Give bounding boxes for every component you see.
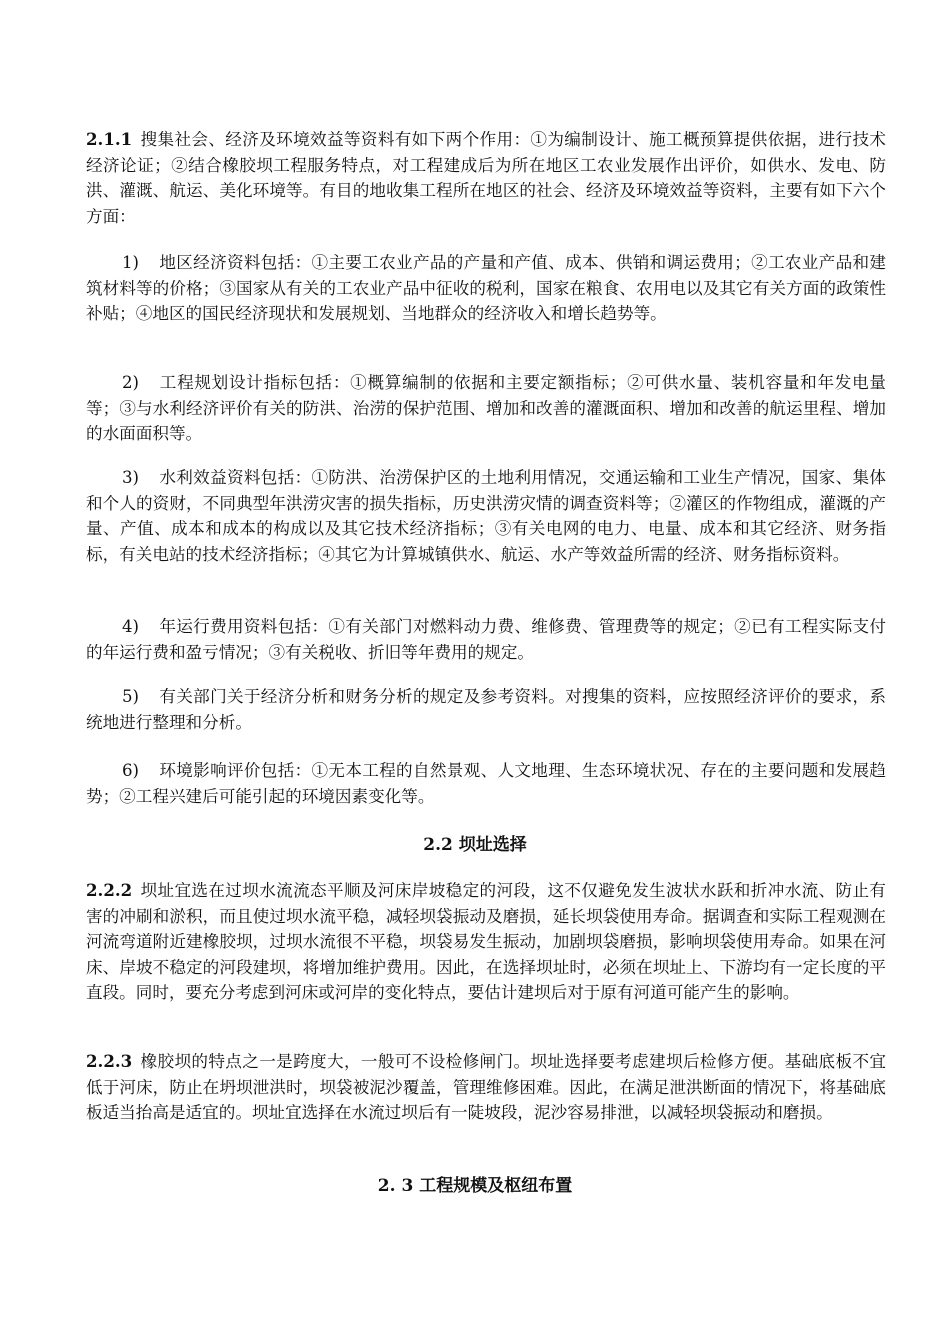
item-label: 3) — [122, 468, 140, 487]
item-text: 水利效益资料包括：①防洪、治涝保护区的土地利用情况，交通运输和工业生产情况，国家、集体和个人的资财，不同典型年洪涝灾害的损失指标，历史洪涝灾情的调查资料等；②灌区的作物组成，灌溉的产量、产值、成本和成本的构成以及其它技术经济指标；③有关电网的电力、电量、成本和其它经济、财务指标，有关电站的技术经济指标；④其它为计算城镇供水、航运、水产等效益所需的经济、财务指标资料。 — [86, 468, 886, 564]
section-heading-2-2: 2.2 坝址选择 — [423, 835, 527, 855]
item-label: 5) — [122, 687, 140, 706]
list-item-4 — [86, 614, 886, 665]
clause-number: 2.2.3 — [86, 1051, 133, 1071]
item-label: 6) — [122, 761, 140, 780]
clause-number: 2.1.1 — [86, 129, 133, 149]
paragraph-text: 坝址宜选在过坝水流流态平顺及河床岸坡稳定的河段，这不仅避免发生波状水跃和折冲水流、防止有害的冲刷和淤积，而且使过坝水流平稳，减轻坝袋振动及磨损，延长坝袋使用寿命。据调查和实际工程观测在河流弯道附近建橡胶坝，过坝水流很不平稳，坝袋易发生振动，加剧坝袋磨损，影响坝袋使用寿命。如果在河床、岸坡不稳定的河段建坝，将增加维护费用。因此，在选择坝址时，必须在坝址上、下游均有一定长度的平直段。同时，要充分考虑到河床或河岸的变化特点，要估计建坝后对于原有河道可能产生的影响。 — [86, 881, 886, 1002]
list-item-6 — [86, 758, 886, 809]
list-item-5 — [86, 684, 886, 735]
item-text: 有关部门关于经济分析和财务分析的规定及参考资料。对搜集的资料，应按照经济评价的要求，系统地进行整理和分析。 — [86, 687, 886, 732]
item-label: 2) — [122, 373, 140, 392]
list-item-1 — [86, 250, 886, 327]
item-text: 环境影响评价包括：①无本工程的自然景观、人文地理、生态环境状况、存在的主要问题和发展趋势；②工程兴建后可能引起的环境因素变化等。 — [86, 761, 886, 806]
section-heading-2-3: 2. 3 工程规模及枢纽布置 — [377, 1176, 573, 1196]
paragraph-2-1-1 — [86, 127, 886, 229]
paragraph-text: 搜集社会、经济及环境效益等资料有如下两个作用：①为编制设计、施工概预算提供依据，进行技术经济论证；②结合橡胶坝工程服务特点，对工程建成后为所在地区工农业发展作出评价，如供水、发电、防洪、灌溉、航运、美化环境等。有目的地收集工程所在地区的社会、经济及环境效益等资料，主要有如下六个方面： — [86, 130, 886, 226]
item-text: 工程规划设计指标包括：①概算编制的依据和主要定额指标；②可供水量、装机容量和年发电量等；③与水利经济评价有关的防洪、治涝的保护范围、增加和改善的灌溉面积、增加和改善的航运里程、增加的水面面积等。 — [86, 373, 886, 443]
list-item-2 — [86, 370, 886, 447]
paragraph-2-2-3 — [86, 1049, 886, 1126]
paragraph-2-2-2 — [86, 878, 886, 1006]
list-item-3 — [86, 465, 886, 567]
paragraph-text: 橡胶坝的特点之一是跨度大，一般可不设检修闸门。坝址选择要考虑建坝后检修方便。基础底板不宜低于河床，防止在坍坝泄洪时，坝袋被泥沙覆盖，管理维修困难。因此，在满足泄洪断面的情况下，将基础底板适当抬高是适宜的。坝址宜选择在水流过坝后有一陡坡段，泥沙容易排泄，以减轻坝袋振动和磨损。 — [86, 1052, 886, 1122]
item-text: 地区经济资料包括：①主要工农业产品的产量和产值、成本、供销和调运费用；②工农业产品和建筑材料等的价格；③国家从有关的工农业产品中征收的税利，国家在粮食、农用电以及其它有关方面的政策性补贴；④地区的国民经济现状和发展规划、当地群众的经济收入和增长趋势等。 — [86, 253, 886, 323]
item-label: 4) — [122, 617, 140, 636]
item-label: 1) — [122, 253, 140, 272]
clause-number: 2.2.2 — [86, 880, 133, 900]
item-text: 年运行费用资料包括：①有关部门对燃料动力费、维修费、管理费等的规定；②已有工程实际支付的年运行费和盈亏情况；③有关税收、折旧等年费用的规定。 — [86, 617, 886, 662]
